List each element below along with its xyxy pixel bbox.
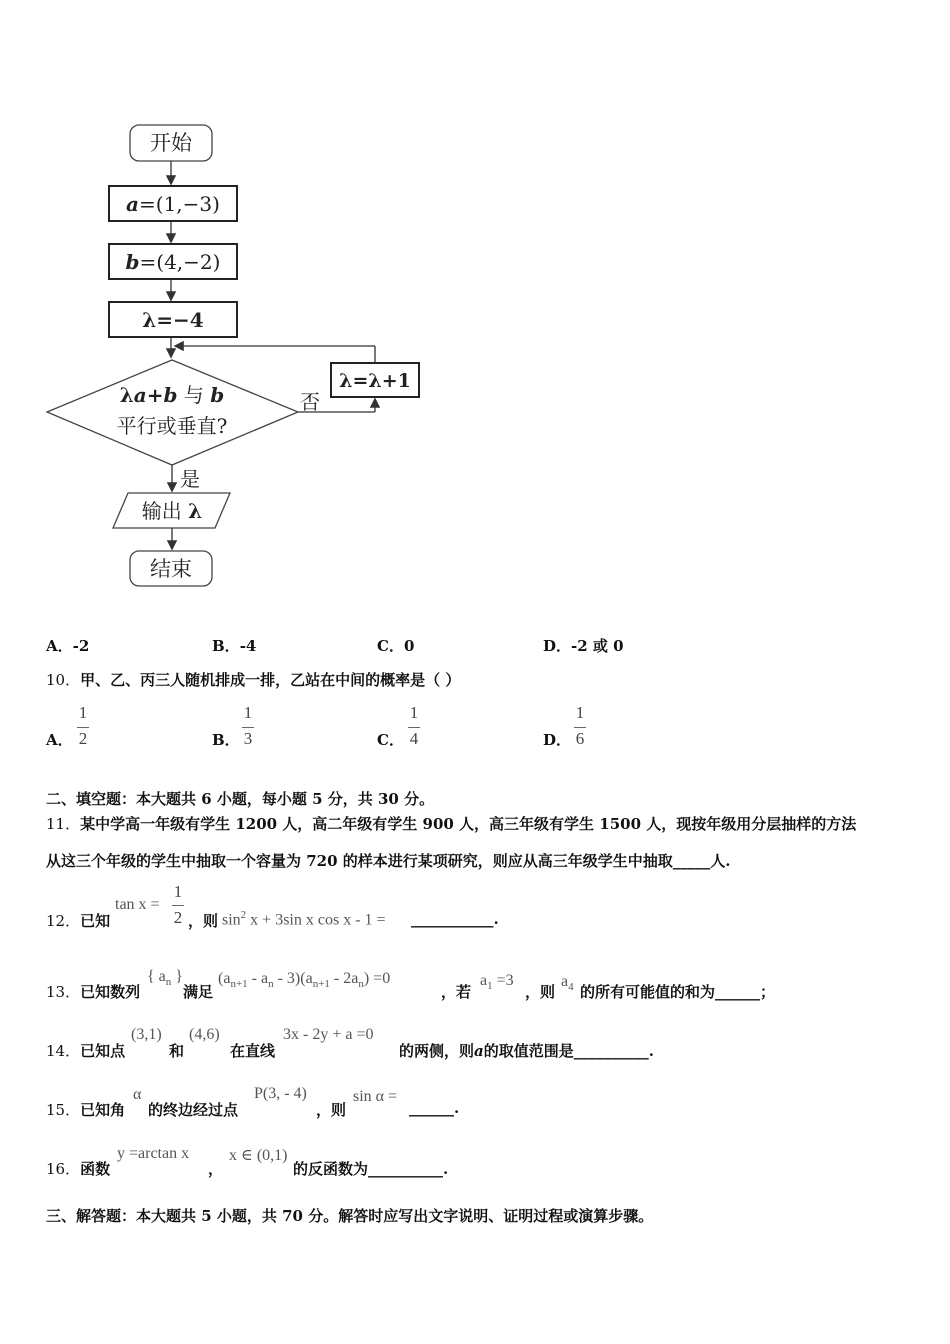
svg-text:输出 λ bbox=[142, 499, 202, 523]
svg-text:b=(4,−2) bbox=[126, 250, 221, 274]
q13-answer-blank[interactable]: 的所有可能值的和为______； bbox=[580, 983, 776, 1001]
output-lambda: λ bbox=[188, 499, 203, 523]
decision-b2: b bbox=[210, 383, 225, 407]
q16-answer-blank[interactable]: 的反函数为__________. bbox=[293, 1160, 449, 1178]
assign-b-var: b bbox=[125, 250, 140, 274]
decision-b: b bbox=[163, 383, 178, 407]
decision-lambda: λ bbox=[119, 383, 134, 407]
q11-line1: 11．某中学高一年级有学生 1200 人，高二年级有学生 900 人，高三年级有学生 1500 人，现按年级用分层抽样的方法 bbox=[46, 815, 857, 833]
decision-and: 与 bbox=[177, 383, 211, 407]
svg-text:λa+b 与 b bbox=[120, 383, 224, 407]
decision-node bbox=[47, 360, 298, 465]
q11-line2: 从这三个年级的学生中抽取一个容量为 720 的样本进行某项研究，则应从高三年级学生中抽取_____人. bbox=[46, 852, 731, 870]
q9-option-a[interactable]: A．-2 bbox=[46, 637, 90, 655]
section-2-heading: 二、填空题：本大题共 6 小题，每小题 5 分，共 30 分。 bbox=[46, 790, 435, 808]
q14-answer-blank[interactable]: 的取值范围是__________. bbox=[483, 1042, 654, 1060]
flowchart bbox=[0, 0, 450, 600]
assign-a-var: a bbox=[126, 192, 140, 216]
q12-answer-blank[interactable]: ___________. bbox=[411, 910, 499, 928]
increment-label: λ=λ+1 bbox=[339, 370, 411, 392]
svg-text:a=(1,−3) bbox=[126, 192, 220, 216]
assign-lambda-label: λ=−4 bbox=[142, 308, 204, 332]
q12-expression: $\sin^2 x + 3\sin$ x cos x - 1 = bbox=[222, 909, 386, 929]
assign-b-value: =(4,−2) bbox=[139, 250, 221, 274]
output-text: 输出 bbox=[141, 499, 189, 523]
q13-sequence: { $a_n$ } bbox=[147, 968, 183, 989]
yes-label: 是 bbox=[180, 467, 200, 491]
q13-condition: $(a_{n+1} - a_n - 3)(a_{n+1} - 2a_n) =0$ bbox=[218, 970, 391, 991]
section-3-heading: 三、解答题：本大题共 5 小题，共 70 分。解答时应写出文字说明、证明过程或演算步骤。 bbox=[46, 1207, 654, 1225]
start-label: 开始 bbox=[150, 131, 192, 155]
q9-option-b[interactable]: B．-4 bbox=[212, 637, 257, 655]
end-label: 结束 bbox=[150, 557, 192, 581]
no-label: 否 bbox=[300, 390, 320, 414]
decision-line2: 平行或垂直? bbox=[116, 414, 228, 438]
q10-question: 10．甲、乙、丙三人随机排成一排，乙站在中间的概率是（ ） bbox=[46, 671, 461, 689]
decision-plus: + bbox=[146, 383, 164, 407]
q14-line-equation: 3x - 2y + a =0 bbox=[283, 1026, 374, 1043]
q9-option-d[interactable]: D．-2 或 0 bbox=[543, 637, 624, 655]
q12-tan-expr: tan x = bbox=[115, 896, 160, 913]
decision-a: a bbox=[133, 383, 147, 407]
q15-answer-blank[interactable]: ______. bbox=[409, 1099, 460, 1117]
assign-a-value: =(1,−3) bbox=[139, 192, 220, 216]
q9-option-c[interactable]: C．0 bbox=[377, 637, 415, 655]
